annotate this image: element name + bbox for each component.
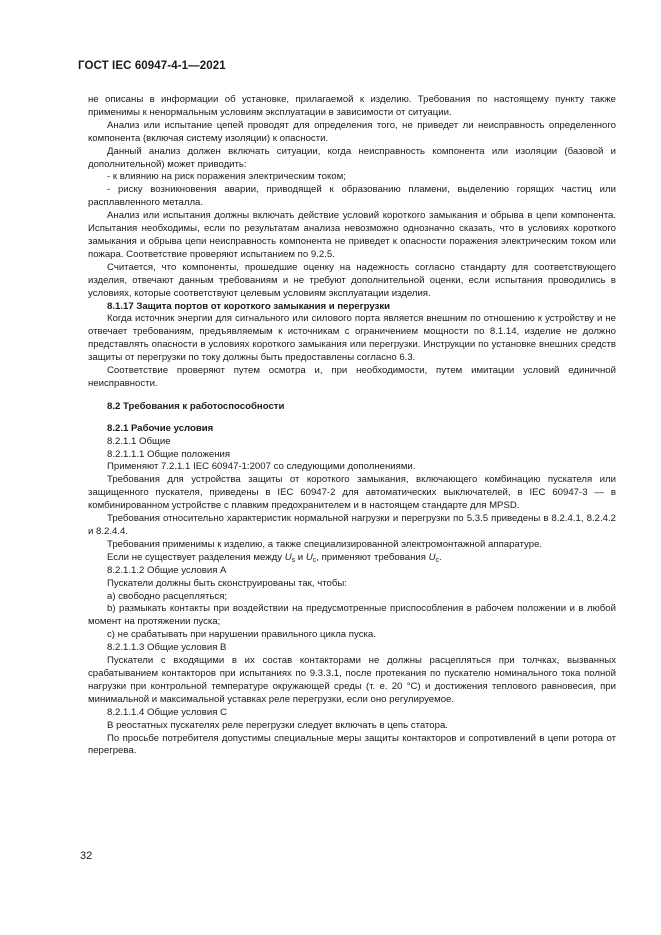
- paragraph: Требования применимы к изделию, а также специализированной электромонтажной аппаратуре.: [107, 538, 543, 550]
- paragraph-voltage: [88, 552, 616, 565]
- paragraph: Когда источник энергии для сигнального или силового порта является внешним по отношению к устройству и не отвечает требованиям, предъявляемым к источникам с ограничением мощности по 8.1.14, изделие не должно представлять опасности в условиях короткого замыкания или перегрузки. Инструкции по установке внешних средств защиты от перегрузки по току должны быть предоставлены согласно 6.3.: [88, 313, 616, 364]
- symbol-u: U: [284, 551, 292, 563]
- section-heading: 8.2.1 Рабочие условия: [107, 422, 214, 434]
- paragraph: Применяют 7.2.1.1 IEC 60947-1:2007 со следующими дополнениями.: [107, 461, 416, 473]
- paragraph: не описаны в информации об установке, прилагаемой к изделию. Требования по настоящему пункту также применимы к ненормальным условиям эксплуатации в зависимости от ситуации.: [88, 94, 616, 118]
- list-item: c) не срабатывать при нарушении правильного цикла пуска.: [107, 629, 376, 641]
- subsection-heading: 8.2.1.1.1 Общие положения: [107, 448, 231, 460]
- list-item: а) свободно расцепляться;: [107, 590, 228, 602]
- subscript: s: [291, 556, 296, 564]
- subscript: c: [312, 556, 317, 564]
- paragraph: Данный анализ должен включать ситуации, когда неисправность компонента или изоляции (базовой и дополнительной) может приводить:: [88, 145, 616, 170]
- paragraph: По просьбе потребителя допустимы специальные меры защиты контакторов и сопротивлений в цепи ротора от перегрева.: [88, 732, 616, 757]
- text: и: [295, 551, 306, 563]
- subsection-heading: 8.2.1.1.3 Общие условия B: [107, 642, 227, 654]
- symbol-u: U: [305, 551, 313, 563]
- list-item: b) размыкать контакты при воздействии на предусмотренные приспособления в рабочем положении и в любой момент на протяжении пуска;: [88, 603, 616, 628]
- section-heading: 8.2 Требования к работоспособности: [107, 400, 285, 412]
- list-item: - риску возникновения аварии, приводящей к образованию пламени, выделению горящих частиц или расплавленного металла.: [88, 184, 616, 209]
- document-body: [88, 94, 616, 758]
- text: , применяют требования: [316, 551, 429, 563]
- paragraph: Считается, что компоненты, прошедшие оценку на надежность согласно стандарту для соответствующего изделия, отвечают данным требованиям и не требуют дополнительной оценки, если испытания проводились в условиях, которые соответствуют целевым условиям эксплуатации изделия.: [88, 261, 616, 299]
- section-heading: 8.1.17 Защита портов от короткого замыкания и перегрузки: [107, 300, 391, 312]
- subsection-heading: 8.2.1.1 Общие: [107, 435, 171, 447]
- paragraph: Требования относительно характеристик нормальной нагрузки и перегрузки по 5.3.5 приведены в 8.2.4.1, 8.2.4.2 и 8.2.4.4.: [88, 513, 616, 537]
- symbol-u: U: [428, 551, 436, 563]
- text: Если не существует разделения между: [107, 551, 285, 563]
- list-item: - к влиянию на риск поражения электрическим током;: [107, 171, 346, 183]
- text: .: [439, 551, 442, 563]
- page-number: 32: [80, 850, 93, 862]
- paragraph: Пускатели с входящими в их состав контакторами не должны расцепляться при толчках, вызванных срабатыванием контакторов при испытаниях по 9.3.3.1, после протекания по пускателю номинального тока полной нагрузки при контрольной температуре окружающей среды (т. е. 20 °С) и достижения теплового равновесия, при минимальной и максимальной уставках реле перегрузки, если оно регулируемое.: [88, 655, 616, 705]
- page-header: ГОСТ IEC 60947-4-1—2021: [78, 60, 226, 72]
- paragraph: Анализ или испытания должны включать действие условий короткого замыкания и обрыва в цепи компонента. Испытания необходимы, если по результатам анализа невозможно однозначно сказать, что в условиях короткого замыкания и обрыва цепи неисправность компонента не приведет к опасности поражения электрическим током или пожара. Соответствие проверяют испытанием по 9.2.5.: [88, 210, 616, 260]
- paragraph: В реостатных пускателях реле перегрузки следует включать в цепь статора.: [107, 719, 448, 731]
- paragraph: Анализ или испытание цепей проводят для определения того, не приведет ли неисправность определенного компонента (включая систему изоляции) к опасности.: [88, 119, 616, 144]
- subsection-heading: 8.2.1.1.2 Общие условия A: [107, 564, 227, 576]
- paragraph: Соответствие проверяют путем осмотра и, при необходимости, путем имитации условий единичной неисправности.: [88, 365, 616, 389]
- paragraph: Требования для устройства защиты от короткого замыкания, включающего комбинацию пускателя или защищенного пускателя, приведены в IEC 60947-2 для автоматических выключателей, в IEC 60947-3 — в комбинированном устройстве с плавким предохранителем и в настоящем стандарте для MPSD.: [88, 474, 616, 512]
- subscript: c: [435, 556, 440, 564]
- paragraph: Пускатели должны быть сконструированы так, чтобы:: [107, 577, 347, 589]
- subsection-heading: 8.2.1.1.4 Общие условия C: [107, 706, 227, 718]
